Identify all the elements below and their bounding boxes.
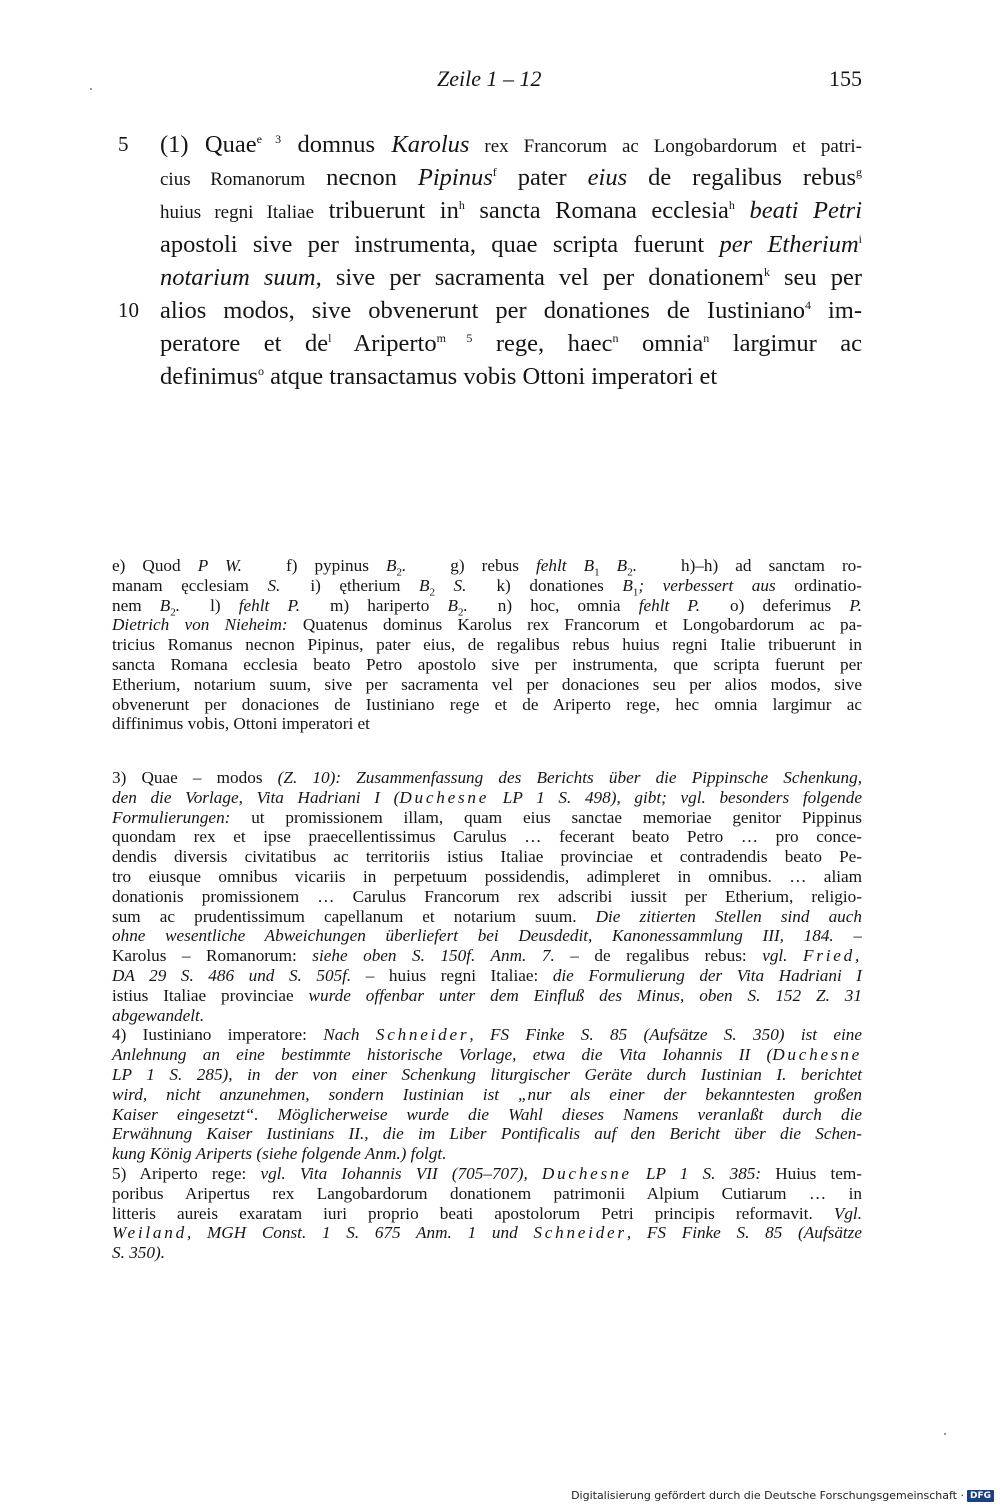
note-line <box>112 1025 862 1045</box>
text-run: sum ac prudentissimum capellanum et notarium suum. <box>112 906 596 926</box>
italic-run: (Z. 10): Zusammenfassung des Berichts über die Pippinsche Schenkung, <box>277 768 863 787</box>
text-run: de regalibus rebus <box>627 164 856 192</box>
italic-run: wurde offenbar unter dem Einfluß des Minus, oben S. 152 Z. 31 <box>308 985 862 1005</box>
note-marker: n <box>612 330 619 345</box>
italic-run: B <box>447 595 458 615</box>
note-marker: f <box>492 165 497 180</box>
text-run <box>735 197 750 224</box>
note-marker: m 5 <box>436 330 473 345</box>
text-run: dendis diversis civitatibus ac territoriis istius Italiae provinciae et contradendis beato Pe- <box>112 847 862 867</box>
note-line <box>112 1243 862 1263</box>
italic-run: B <box>599 556 628 575</box>
italic-run: B <box>419 575 430 595</box>
text-line <box>160 360 862 393</box>
text-run: Quatenus dominus Karolus rex Francorum et Longobardorum ac pa- <box>287 615 862 635</box>
scan-speck <box>90 88 92 90</box>
text-run: f) pypinus <box>285 556 386 575</box>
italic-run: Anlehnung an eine bestimmte historische Vorlage, etwa die Vita Iohannis II ( <box>112 1045 773 1065</box>
italic-run: vgl. <box>762 946 804 966</box>
note-line <box>112 1223 862 1243</box>
italic-run: kung König Ariperts (siehe folgende Anm.) folgt. <box>112 1144 447 1164</box>
italic-run: wird, nicht anzunehmen, sondern Iustinian ist „nur als einer der bekanntesten großen <box>112 1084 862 1104</box>
text-run: peratore et de <box>160 330 329 358</box>
note-line <box>112 556 862 579</box>
italic-run: . <box>175 595 181 615</box>
note-line <box>112 887 862 907</box>
text-run: apostoli sive per instrumenta, quae scripta fuerunt <box>160 230 720 258</box>
text-run: h)–h) ad sanctam ro- <box>680 556 862 575</box>
text-run: nem <box>112 595 160 615</box>
dfg-logo: DFG <box>967 1490 994 1502</box>
page-number: 155 <box>829 66 862 91</box>
note-line <box>112 635 862 655</box>
text-run: Karolus – Romanorum: <box>112 946 313 966</box>
italic-run: , MGH Const. 1 S. 675 Anm. 1 und <box>186 1223 534 1243</box>
note-line <box>112 675 862 695</box>
text-run: seu per <box>769 263 862 291</box>
author-name: Weiland <box>112 1223 187 1243</box>
small-run: cius Romanorum <box>160 169 306 191</box>
italic-run: die Formulierung der Vita Hadriani I <box>552 965 862 985</box>
note-marker: h <box>458 198 465 213</box>
subscript: 2 <box>170 606 176 619</box>
text-run: e) Quod <box>112 556 198 575</box>
note-line <box>112 655 862 675</box>
text-run: i) ętherium <box>310 575 420 595</box>
note-line <box>112 1184 862 1204</box>
note-line <box>112 615 862 635</box>
italic-run: S. <box>435 575 467 595</box>
credit-text: Digitalisierung gefördert durch die Deutsche Forschungsgemeinschaft · <box>571 1489 964 1502</box>
italic-run: S. <box>267 575 281 595</box>
note-marker: e 3 <box>256 131 282 146</box>
text-run: tro eiusque omnibus vicariis in perpetuum possidendis, adimpleret in omnibus. … aliam <box>112 866 862 886</box>
critical-apparatus <box>112 556 862 734</box>
text-run: largimur ac <box>709 330 862 358</box>
text-run: donationis promissionem … Carulus Francorum rex adscribi iussit per Etherium, religio- <box>112 886 862 906</box>
italic-run: Dietrich von Nieheim: <box>112 615 288 635</box>
note-marker: i <box>858 231 862 246</box>
note-line <box>112 946 862 966</box>
small-run: huius regni Italiae <box>160 202 315 224</box>
note-line <box>112 926 862 946</box>
text-run: Etherium, notarium suum, sive per sacramenta vel per donaciones seu per alios modos, sive <box>112 674 862 694</box>
italic-run: ; verbessert aus <box>638 575 776 595</box>
note-line <box>112 1085 862 1105</box>
note-marker: l <box>328 330 332 345</box>
italic-run: . <box>632 556 637 575</box>
note-line <box>112 827 862 847</box>
italic-run: DA 29 S. 486 und S. 505f. <box>112 965 352 985</box>
text-run: – <box>833 926 862 946</box>
author-name: Duchesne <box>772 1045 862 1065</box>
note-line <box>112 1006 862 1026</box>
note-line <box>112 1105 862 1125</box>
text-run: alios modos, sive obvenerunt per donationes de Iustiniano <box>160 296 805 324</box>
text-run: 5) Ariperto rege: <box>112 1163 261 1183</box>
running-head: Zeile 1 – 12 <box>437 66 542 91</box>
note-line <box>112 714 862 734</box>
italic-run: eius <box>587 164 628 192</box>
edition-text <box>118 128 863 394</box>
text-line <box>160 161 862 194</box>
text-run: diffinimus vobis, Ottoni imperatori et <box>112 714 370 734</box>
subscript: 2 <box>458 606 464 619</box>
subscript: 1 <box>632 586 639 599</box>
note-line <box>112 966 862 986</box>
note-line <box>112 695 862 715</box>
note-line <box>112 1204 862 1224</box>
italic-run: P. <box>849 595 862 615</box>
italic-run: Vgl. <box>833 1203 862 1223</box>
note-line <box>112 768 862 788</box>
note-line <box>112 847 862 867</box>
note-line <box>112 1144 862 1164</box>
text-run: manam ęcclesiam <box>112 575 268 595</box>
subscript: 2 <box>429 586 436 599</box>
italic-run: ohne wesentliche Abweichungen überliefert bei Deusdedit, Kanonessammlung III, 184. <box>112 926 834 946</box>
text-run: Huius tem- <box>761 1163 862 1183</box>
italic-run: Pipinus <box>417 164 493 192</box>
italic-run: , FS Finke S. 85 (Aufsätze S. 350) ist eine <box>469 1025 863 1045</box>
italic-run: beati Petri <box>749 197 863 225</box>
text-run: 4) Iustiniano imperatore: <box>112 1025 324 1045</box>
small-run: rex Francorum ac Longobardorum et patri- <box>469 136 863 157</box>
italic-run: S. 350). <box>112 1243 165 1263</box>
italic-run: . <box>463 595 468 615</box>
note-marker: k <box>763 264 770 279</box>
text-run: sancta Romana ecclesia beato Petro apostolo sive per instrumenta, que scripta fuerunt per <box>112 654 862 674</box>
subscript: 1 <box>594 566 600 579</box>
italic-run: B <box>159 595 171 615</box>
text-run: 3) Quae – modos <box>112 768 278 787</box>
note-line <box>112 986 862 1006</box>
italic-run: LP 1 S. 285), in der von einer Schenkung liturgischer Geräte durch Iustinian I. berichtet <box>112 1064 862 1084</box>
text-run: rege, haec <box>472 330 613 358</box>
italic-run: Die zitierten Stellen sind auch <box>595 906 862 926</box>
italic-run: abgewandelt. <box>112 1005 205 1025</box>
line-number: 5 <box>118 132 129 156</box>
italic-run: Formulierungen: <box>112 807 231 827</box>
text-run: n) hoc, omnia <box>497 595 639 615</box>
subscript: 2 <box>396 566 402 579</box>
note-marker: o <box>258 364 264 379</box>
italic-run: B <box>386 556 397 575</box>
text-line <box>160 327 862 360</box>
italic-run: per Etherium <box>719 230 859 258</box>
italic-run: vgl. Vita Iohannis VII (705–707), <box>260 1163 542 1183</box>
note-line <box>112 808 862 828</box>
text-run: im- <box>810 296 862 324</box>
note-marker: h <box>728 198 735 213</box>
author-name: Schneider <box>533 1223 627 1243</box>
italic-run: . <box>402 556 407 575</box>
italic-run: Nach <box>323 1025 376 1045</box>
text-line <box>118 294 862 327</box>
note-line <box>112 1164 862 1184</box>
text-run: m) hariperto <box>330 595 448 615</box>
text-run: necnon <box>305 164 418 192</box>
text-run: pater <box>496 164 588 192</box>
text-run: obvenerunt per donaciones de Iustiniano rege et de Ariperto rege, hec omnia largimur ac <box>112 694 862 714</box>
text-run: ut promissionem illam, quam eius sanctae memoriae genitor Pippinus <box>230 807 862 827</box>
note-marker: g <box>856 165 862 180</box>
scan-speck <box>944 1433 946 1435</box>
text-run: quondam rex et ipse praecellentissimus Carulus … fecerant beato Petro … pro conce- <box>112 827 862 847</box>
text-line <box>160 228 862 261</box>
author-name: Duchesne <box>399 787 490 807</box>
text-line <box>118 128 863 161</box>
text-line <box>160 261 862 294</box>
note-line <box>112 575 862 599</box>
text-run: omnia <box>618 330 704 358</box>
text-run: definimus <box>160 363 258 391</box>
text-run: tribuerunt in <box>314 197 459 225</box>
note-line <box>112 907 862 927</box>
italic-run: siehe oben S. 150f. Anm. 7. <box>312 946 555 966</box>
note-line <box>112 1124 862 1144</box>
line-number: 10 <box>118 297 139 322</box>
page-header <box>160 66 862 96</box>
italic-run: Karolus <box>391 131 470 158</box>
text-run: l) <box>210 595 239 615</box>
text-run: Ariperto <box>331 330 437 358</box>
italic-run: B <box>622 575 633 595</box>
italic-run: fehlt B <box>535 556 595 575</box>
italic-run: den die Vorlage, Vita Hadriani I ( <box>112 787 400 807</box>
note-line <box>112 788 862 808</box>
italic-run: LP 1 S. 385: <box>631 1163 762 1183</box>
author-name: Fried, <box>803 946 863 966</box>
italic-run: LP 1 S. 498), gibt; vgl. besonders folgende <box>489 787 863 807</box>
italic-run: Kaiser eingesetzt“. Möglicherweise wurde die Wahl dieses Namens veranlaßt durch die <box>112 1104 862 1124</box>
italic-run: , FS Finke S. 85 (Aufsätze <box>626 1223 862 1243</box>
text-run: domnus <box>281 131 392 158</box>
text-run: (1) Quae <box>160 131 257 158</box>
italic-run: notarium suum, <box>160 263 322 291</box>
italic-run: fehlt P. <box>638 595 700 615</box>
text-run: istius Italiae provinciae <box>112 985 309 1005</box>
commentary-notes <box>112 768 862 1263</box>
note-marker: 4 <box>804 297 811 312</box>
text-run: – de regalibus rebus: <box>554 946 763 966</box>
subscript: 2 <box>627 566 633 579</box>
note-line <box>112 1065 862 1085</box>
italic-run: Erwähnung Kaiser Iustinians II., die im Liber Pontificalis auf den Bericht über die Schen- <box>112 1124 862 1144</box>
text-run: sive per sacramenta vel per donationem <box>321 263 764 291</box>
author-name: Duchesne <box>541 1163 632 1183</box>
note-marker: n <box>703 330 710 345</box>
text-run: o) deferimus <box>730 595 850 615</box>
italic-run: P W. <box>197 556 242 575</box>
text-run: ordinatio- <box>775 575 862 595</box>
italic-run: fehlt P. <box>238 595 301 615</box>
text-run: – huius regni Italiae: <box>351 965 553 985</box>
text-run: litteris aureis exaratam iuri proprio beati apostolorum Petri principis reformavit. <box>112 1203 834 1223</box>
text-line <box>160 194 862 227</box>
text-run: g) rebus <box>450 556 536 575</box>
text-run: poribus Aripertus rex Langobardorum donationem patrimonii Alpium Cutiarum … in <box>112 1183 862 1203</box>
text-run: k) donationes <box>496 575 623 595</box>
note-line <box>112 1045 862 1065</box>
text-run: sancta Romana ecclesia <box>464 197 729 225</box>
digitization-credit <box>571 1489 994 1502</box>
note-line <box>112 867 862 887</box>
text-run: atque transactamus vobis Ottoni imperatori et <box>264 363 718 391</box>
note-line <box>112 595 862 619</box>
author-name: Schneider <box>375 1025 470 1045</box>
text-run: tricius Romanus necnon Pipinus, pater eius, de regalibus rebus huius regni Italie tribuerunt in <box>112 635 862 655</box>
